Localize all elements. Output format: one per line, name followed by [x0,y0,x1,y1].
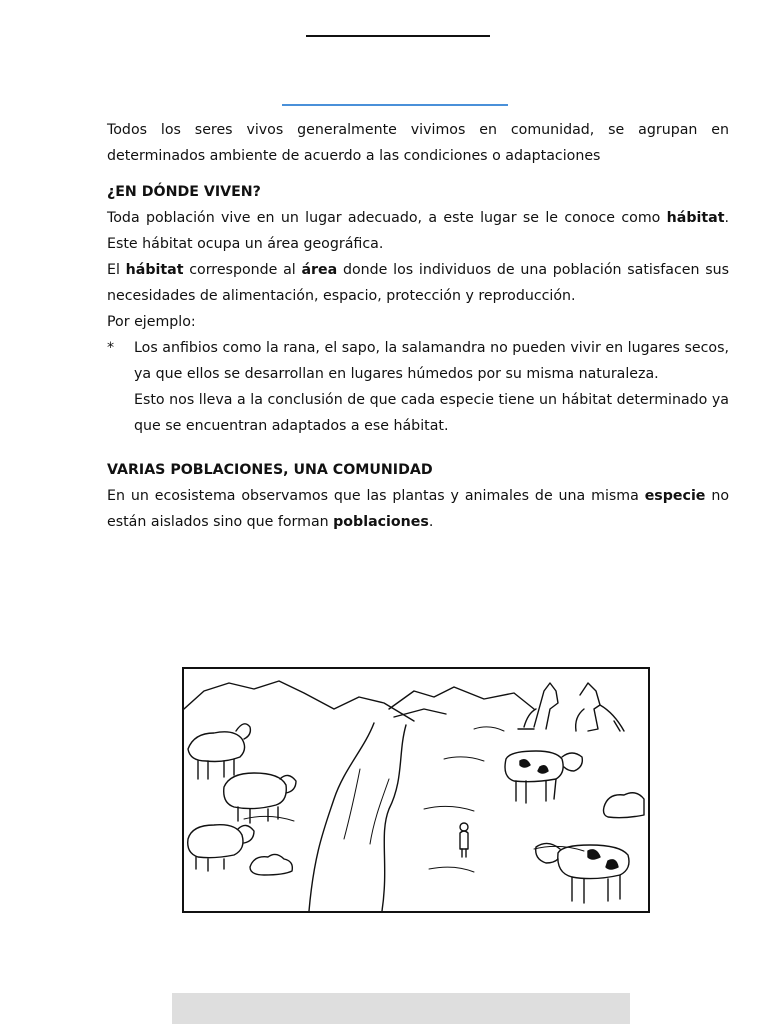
subtitle-underline [282,104,508,106]
poblaciones-term: poblaciones [333,514,429,530]
habitat-term: hábitat [125,262,184,278]
comunidad-paragraph: En un ecosistema observamos que las plantas y animales de una misma especie no están aislados sino que forman poblaciones. [107,488,729,530]
footer-gray-box [172,993,630,1024]
habitat-definition-paragraph: El hábitat corresponde al área donde los individuos de una población satisfacen sus necesidades de alimentación, espacio, protección y reproducción. [107,262,729,304]
area-term: área [301,262,338,278]
habitat-term: hábitat [666,210,725,226]
ecosystem-illustration [182,667,650,913]
title-underline [306,35,490,37]
cow-figure [536,843,629,903]
section-heading-habitat: ¿EN DÓNDE VIVEN? [107,184,261,200]
especie-term: especie [644,488,706,504]
sheep-figure [188,724,250,779]
bullet-mark: * [107,340,115,356]
cow-figure [505,751,582,803]
document-body [107,117,729,535]
example-label: Por ejemplo: [107,314,196,330]
habitat-paragraph: Toda población vive en un lugar adecuado, a este lugar se le conoce como hábitat. Este hábitat ocupa un área geográfica. [107,210,729,252]
wolf-figure [576,683,624,731]
section-heading-comunidad: VARIAS POBLACIONES, UNA COMUNIDAD [107,462,433,478]
bullet-item: * Los anfibios como la rana, el sapo, la salamandra no pueden vivir en lugares secos, ya que ellos se desarrollan en lugares húmedos por su misma naturaleza. [107,335,729,387]
wolf-figure [518,683,558,729]
sheep-figure [188,825,254,871]
bush-figure [250,854,292,875]
conclusion-paragraph: Esto nos lleva a la conclusión de que cada especie tiene un hábitat determinado ya que se encuentran adaptados a ese hábitat. [134,392,729,434]
intro-paragraph: Todos los seres vivos generalmente vivimos en comunidad, se agrupan en determinados ambiente de acuerdo a las condiciones o adaptaciones [107,122,729,164]
bush-figure [604,793,645,818]
sheep-figure [224,773,296,823]
person-figure [460,823,468,857]
